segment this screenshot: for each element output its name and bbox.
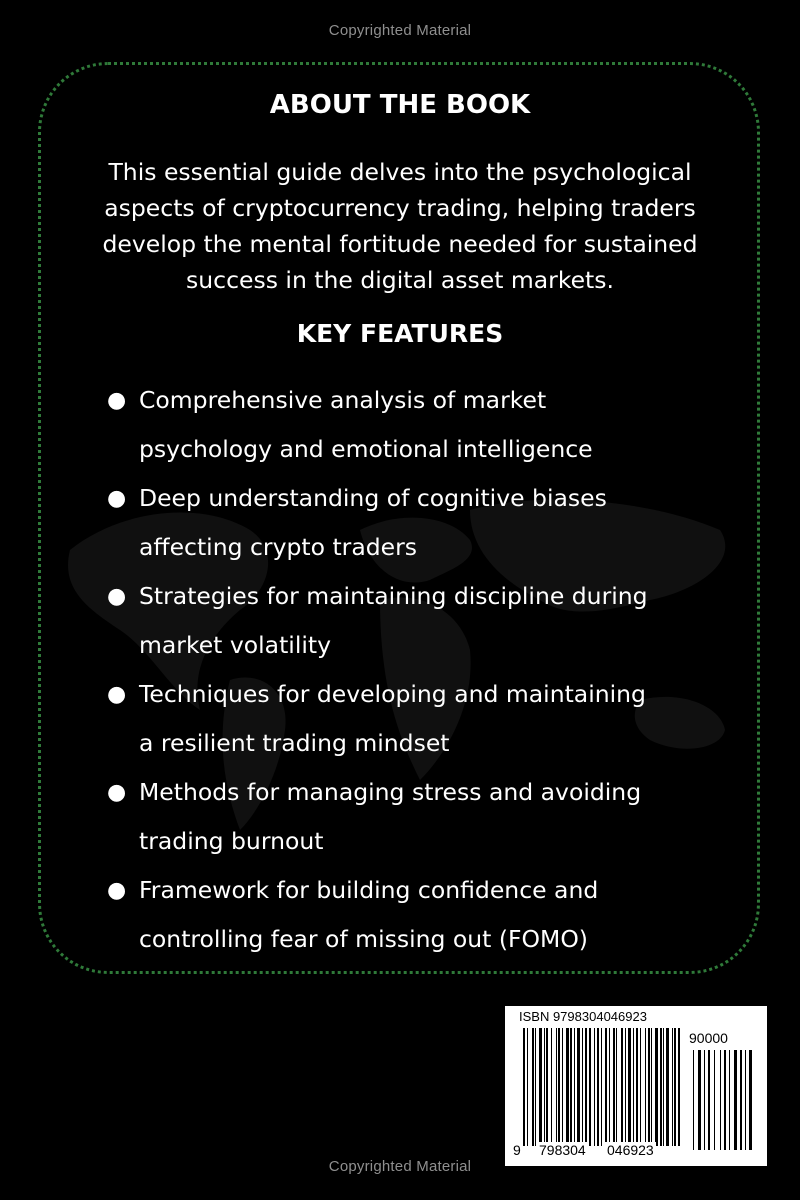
barcode-digit-first: 9 xyxy=(513,1142,521,1158)
barcode-digits-group2: 046923 xyxy=(607,1142,654,1158)
isbn-label: ISBN 9798304046923 xyxy=(519,1009,647,1024)
bullet-icon: ● xyxy=(107,388,127,413)
bullet-icon: ● xyxy=(107,584,127,609)
price-code: 90000 xyxy=(689,1030,728,1046)
bullet-icon: ● xyxy=(107,878,127,903)
list-item: ● Methods for managing stress and avoiding trading burnout xyxy=(0,768,739,866)
bullet-icon: ● xyxy=(107,682,127,707)
bullet-icon: ● xyxy=(107,486,127,511)
features-list xyxy=(0,376,800,964)
copyright-watermark-bottom: Copyrighted Material xyxy=(328,1158,472,1175)
list-item: ● Strategies for maintaining discipline during market volatility xyxy=(0,572,739,670)
about-heading: ABOUT THE BOOK xyxy=(269,90,531,120)
list-item: ● Comprehensive analysis of market psychology and emotional intelligence xyxy=(0,376,739,474)
isbn-barcode xyxy=(505,1006,767,1166)
bullet-icon: ● xyxy=(107,780,127,805)
features-heading: KEY FEATURES xyxy=(296,319,504,348)
list-item: ● Framework for building confidence and controlling fear of missing out (FOMO) xyxy=(0,866,739,964)
barcode-digits-group1: 798304 xyxy=(539,1142,586,1158)
list-item: ● Techniques for developing and maintaining a resilient trading mindset xyxy=(0,670,739,768)
about-description: This essential guide delves into the psychological aspects of cryptocurrency trading, helping traders develop the mental fortitude needed for sustained success in the digital asset markets. xyxy=(102,158,698,294)
copyright-watermark-top: Copyrighted Material xyxy=(328,22,472,39)
list-item: ● Deep understanding of cognitive biases affecting crypto traders xyxy=(0,474,739,572)
